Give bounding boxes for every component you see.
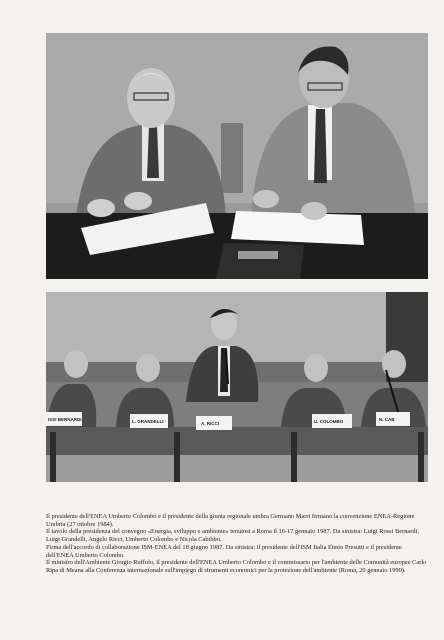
conference-photo xyxy=(46,292,428,482)
placard-4 xyxy=(312,414,352,428)
placard-2 xyxy=(130,414,168,428)
placard-1-label: ISSI BERNARDI xyxy=(48,417,82,422)
signing-photo xyxy=(46,33,428,279)
conference-photo-graphic xyxy=(46,292,428,482)
placard-3-label: A. RICCI xyxy=(201,421,219,426)
placard-4-label: U. COLOMBO xyxy=(314,419,344,424)
caption-4: Il ministro dell'Ambiente Giorgio Ruffolo, il presidente dell'ENEA Umberto Colombo e il commissario per l'ambiente delle Comunità europee Carlo Ripa di Meana alla Conferenza internazionale sull'impiego di strumenti economici per la protezione dell'ambiente (Roma, 20 gennaio 1990). xyxy=(46,559,427,574)
placard-1 xyxy=(46,412,82,426)
placard-2-label: L. GRANDELLI xyxy=(132,419,164,424)
caption-block xyxy=(46,513,430,575)
caption-2: Il tavolo della presidenza del convegno «Energia, sviluppo e ambiente» tenutosi a Roma il 16-17 gennaio 1987. Da sinistra: Luigi Rossi Bernardi, Luigi Grandelli, Angelo Ricci, Umberto Colombo e Nicola Cabibbo. xyxy=(46,528,419,544)
placard-5-label: N. CAB xyxy=(379,417,395,422)
placard-5 xyxy=(376,412,410,426)
caption-1: Il presidente dell'ENEA Umberto Colombo e il presidente della giunta regionale umbra Germano Marri firmano la convenzione ENEA-Regione Umbria (27 ottobre 1984). xyxy=(46,513,415,528)
placard-3 xyxy=(196,416,232,430)
signing-photo-graphic xyxy=(46,33,428,279)
caption-3: Firma dell'accordo di collaborazione ISM-ENEA del 18 giugno 1987. Da sinistra: il presidente dell'ISM Italia Ennio Presutti e il presidente dell'ENEA Umberto Colombo. xyxy=(46,543,402,559)
